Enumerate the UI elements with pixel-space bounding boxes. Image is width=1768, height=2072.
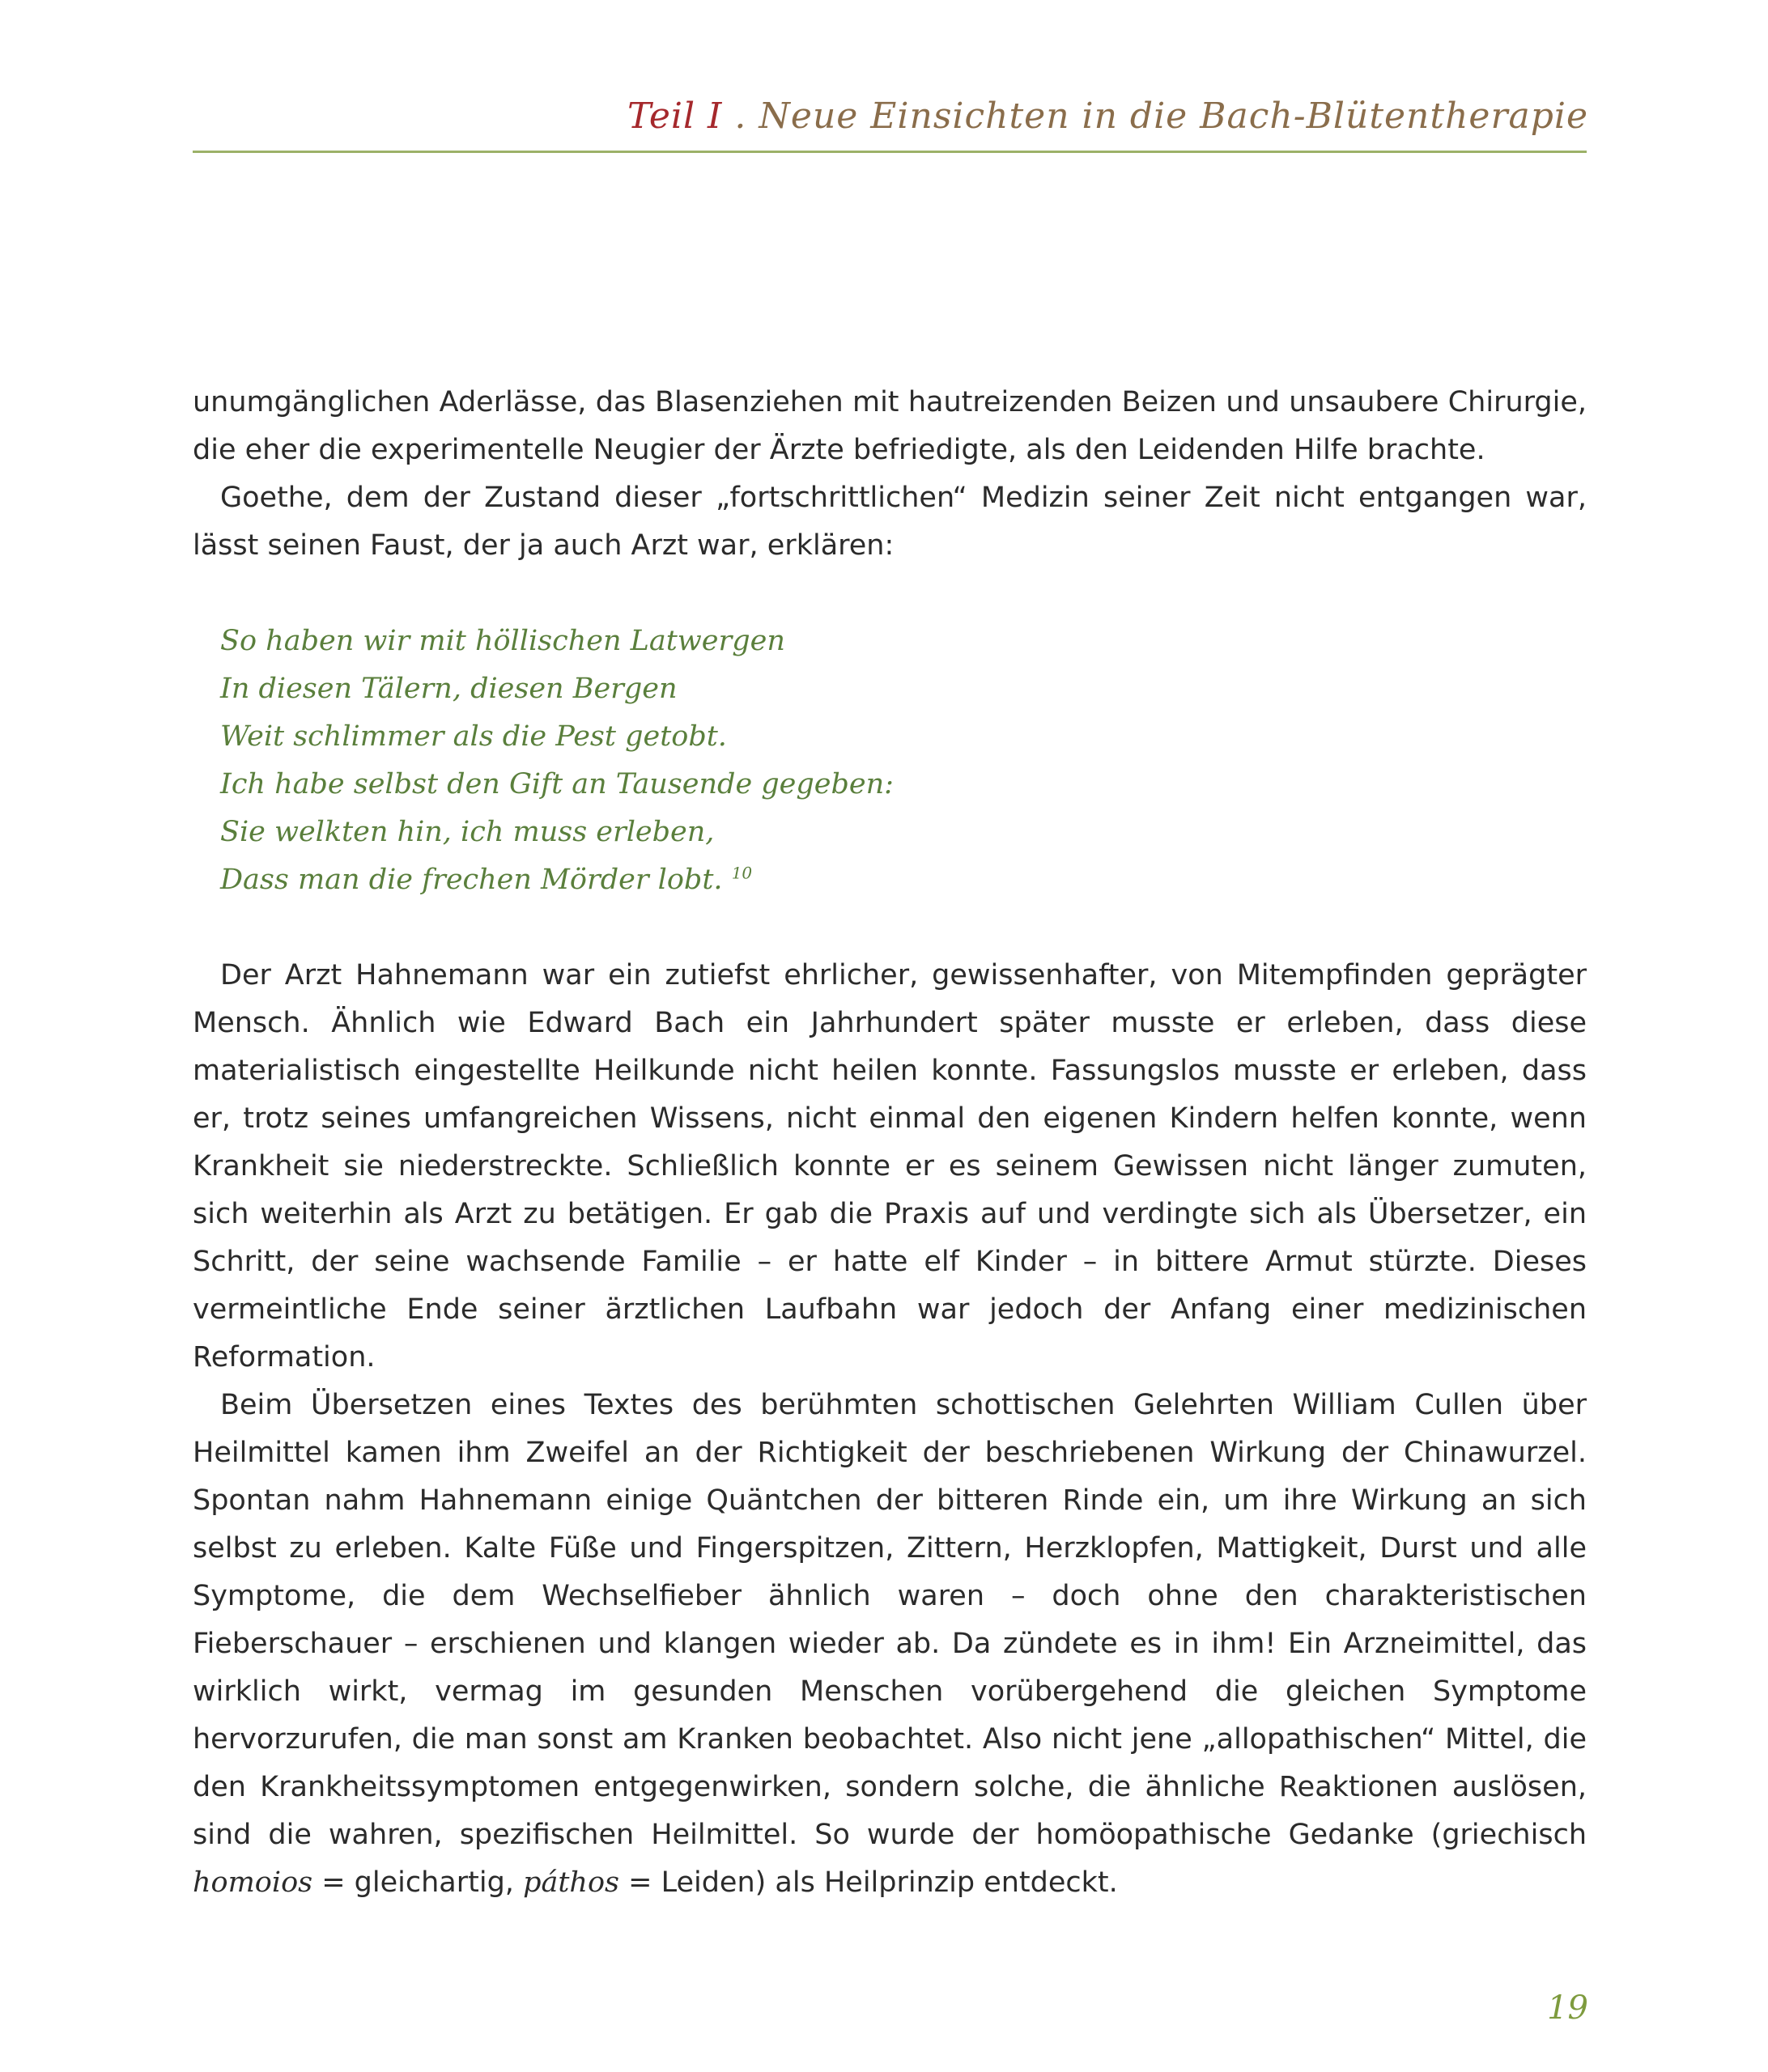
quote-line: Sie welkten hin, ich muss erleben, — [220, 816, 715, 848]
paragraph-cullen-text-2: = gleichartig, — [312, 1866, 524, 1899]
paragraph-hahnemann: Der Arzt Hahnemann war ein zutiefst ehrlicher, gewissenhafter, von Mitempfinden geprägter Mensch. Ähnlich wie Edward Bach ein Jahrhundert später musste er erleben, dass diese materialistisch eingestellte Heilkunde nicht heilen konnte. Fassungslos musste er erleben, dass er, trotz seines umfangreichen Wissens, nicht einmal den eigenen Kindern helfen konnte, wenn Krankheit sie niederstreckte. Schließlich konnte er es seinem Gewissen nicht länger zumuten, sich weiterhin als Arzt zu betätigen. Er gab die Praxis auf und verdingte sich als Übersetzer, ein Schritt, der seine wachsende Familie – er hatte elf Kinder – in bittere Armut stürzte. Dieses vermeintliche Ende seiner ärztlichen Laufbahn war jedoch der Anfang einer medizinischen Reformation. — [193, 959, 1587, 1374]
quote-line: So haben wir mit höllischen Latwergen — [220, 625, 785, 657]
paragraph-goethe: Goethe, dem der Zustand dieser „fortschrittlichen“ Medizin seiner Zeit nicht entgangen war, lässt seinen Faust, der ja auch Arzt war, erklären: — [193, 482, 1587, 562]
paragraph-continuation: unumgänglichen Aderlässe, das Blasenziehen mit hautreizenden Beizen und unsaubere Chirurgie, die eher die experimentelle Neugier der Ärzte befriedigte, als den Leidenden Hilfe brachte. — [193, 386, 1587, 466]
paragraph-cullen-text: Beim Übersetzen eines Textes des berühmten schottischen Gelehrten William Cullen über Heilmittel kamen ihm Zweifel an der Richtigkeit der beschriebenen Wirkung der Chinawurzel. Spontan nahm Hahnemann einige Quäntchen der bitteren Rinde ein, um ihre Wirkung an sich selbst zu erleben. Kalte Füße und Fingerspitzen, Zittern, Herzklopfen, Mattigkeit, Durst und alle Symptome, die dem Wechselfieber ähnlich waren – doch ohne den charakteristischen Fieberschauer – erschienen und klangen wieder ab. Da zündete es in ihm! Ein Arzneimittel, das wirklich wirkt, vermag im gesunden Menschen vorübergehend die gleichen Symptome hervorzurufen, die man sonst am Kranken beobachtet. Also nicht jene „allopathischen“ Mittel, die den Krankheitssymptomen entgegenwirken, sondern solche, die ähnliche Reaktionen auslösen, sind die wahren, spezifischen Heilmittel. So wurde der homöopathische Gedanke (griechisch — [193, 1389, 1587, 1851]
page-number: 19 — [1547, 1989, 1588, 2027]
paragraph-cullen — [193, 1382, 1587, 1907]
running-header — [627, 96, 1588, 137]
header-part: Teil I — [627, 96, 723, 137]
quote-line: Dass man die frechen Mörder lobt. — [220, 864, 723, 896]
body-text — [193, 379, 1587, 1907]
header-separator: . — [722, 96, 759, 137]
quote-line: In diesen Tälern, diesen Bergen — [220, 673, 678, 705]
term-homoios: homoios — [193, 1866, 313, 1899]
faust-quote — [220, 618, 1587, 904]
quote-line-last — [220, 856, 1587, 904]
quote-line: Weit schlimmer als die Pest getobt. — [220, 720, 727, 753]
quote-line: Ich habe selbst den Gift an Tausende gegeben: — [220, 768, 894, 800]
header-rule — [193, 151, 1587, 153]
footnote-marker: 10 — [731, 863, 753, 883]
header-title: Neue Einsichten in die Bach-Blütentherapie — [759, 96, 1588, 137]
term-pathos: páthos — [523, 1866, 619, 1899]
paragraph-cullen-text-3: = Leiden) als Heilprinzip entdeckt. — [619, 1866, 1118, 1899]
